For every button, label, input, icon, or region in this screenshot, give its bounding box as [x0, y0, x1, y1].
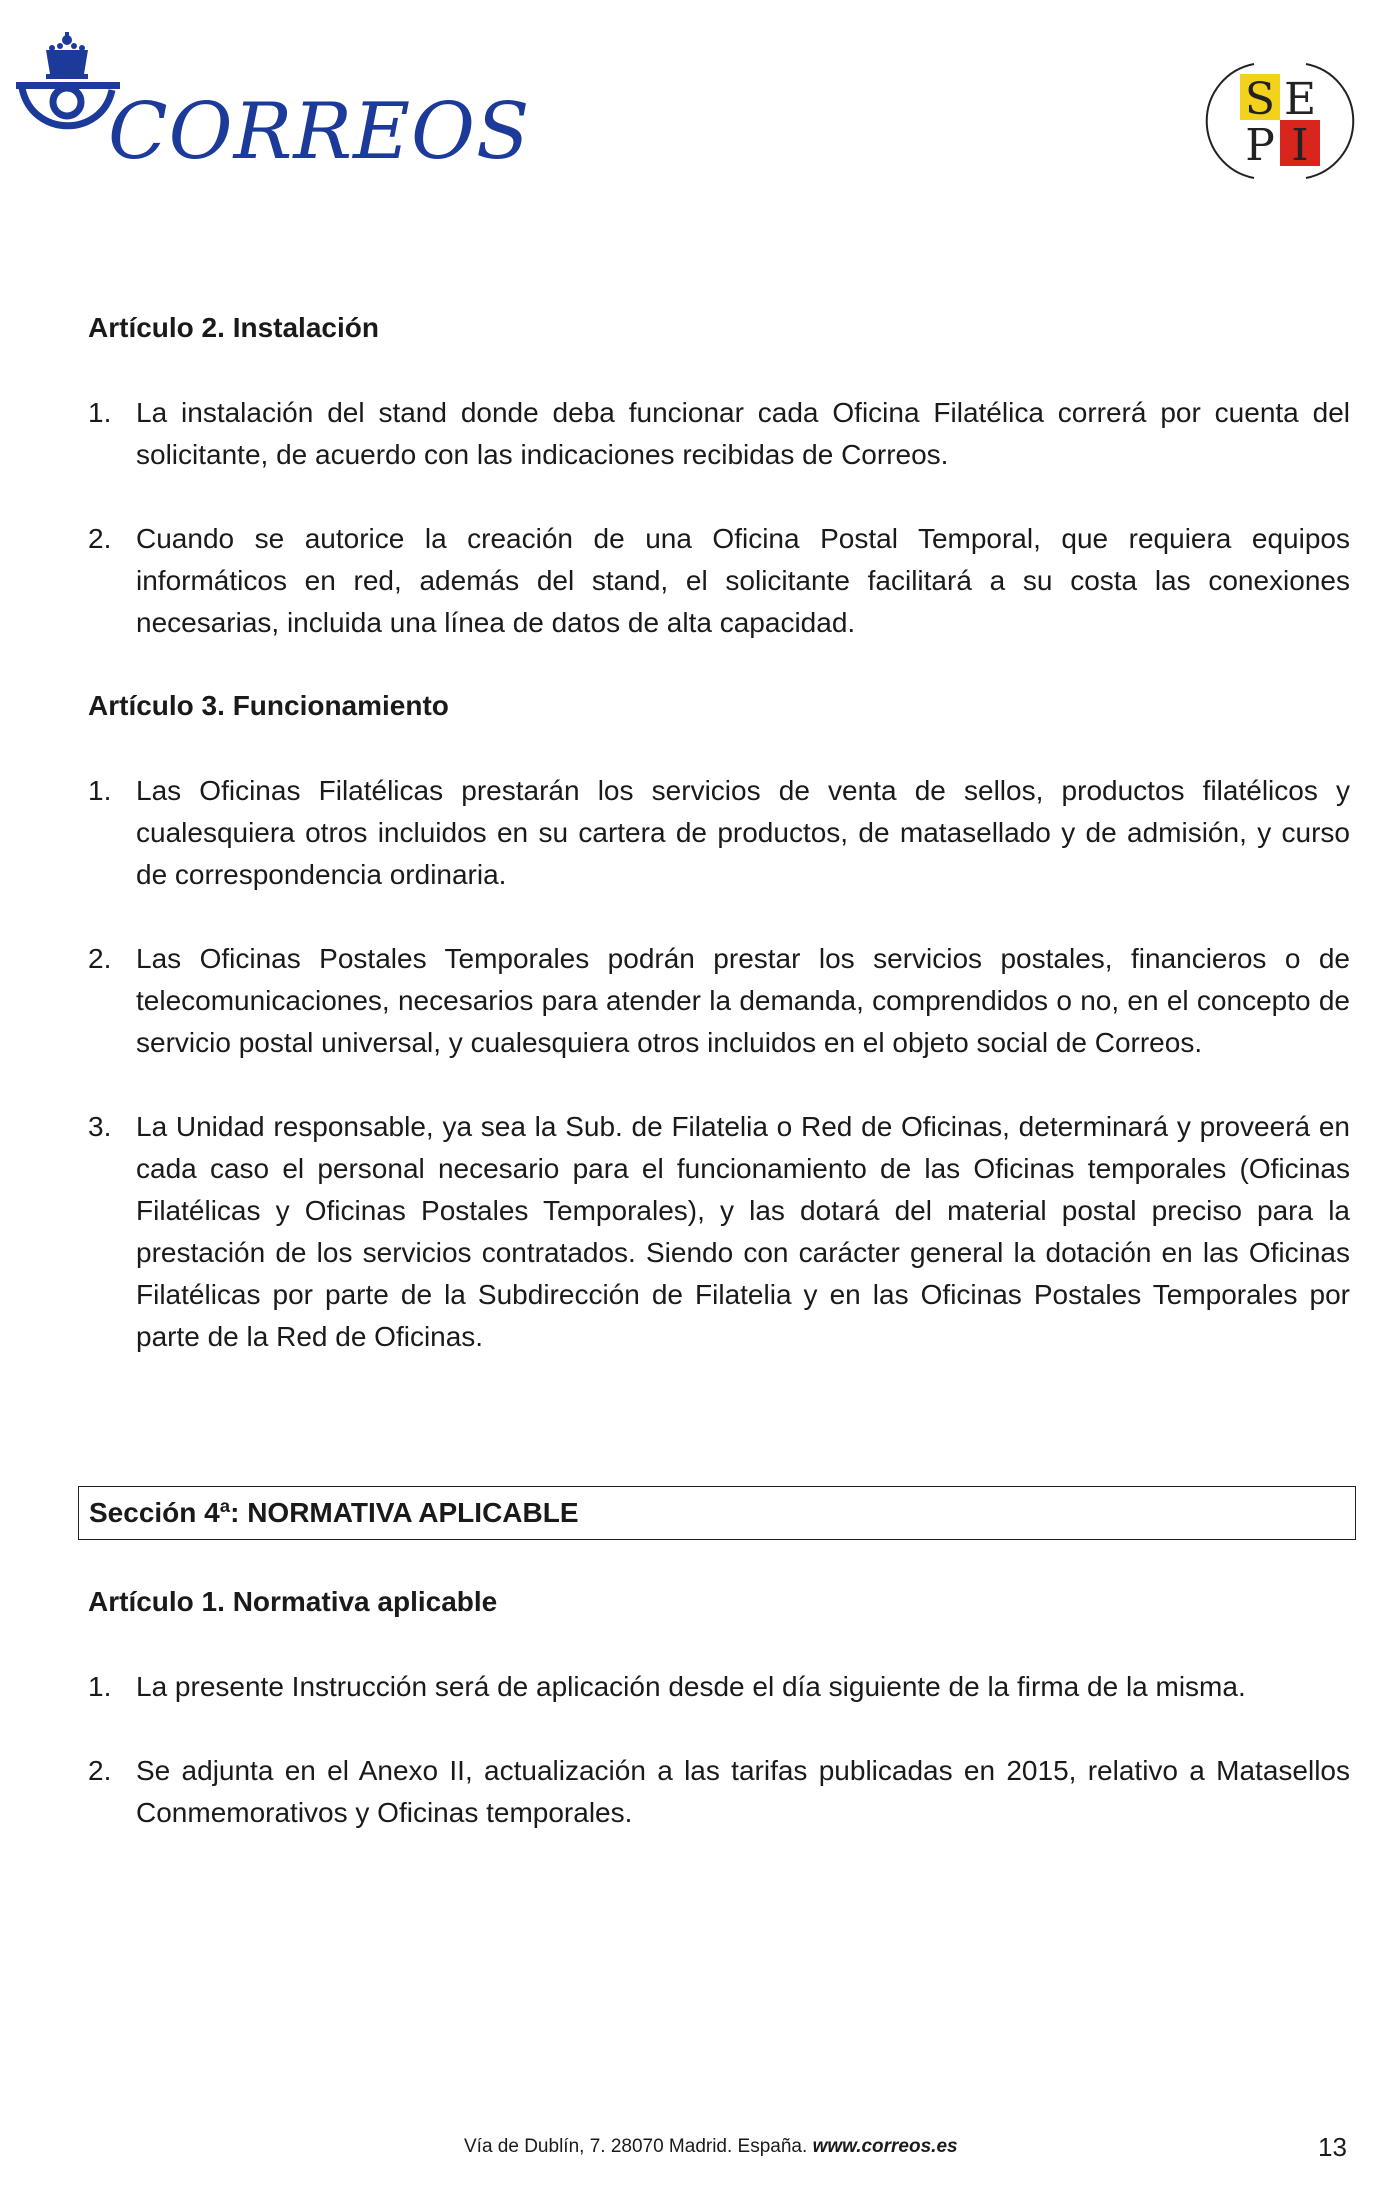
svg-text:S: S: [1244, 74, 1276, 125]
list-item: 2. Cuando se autorice la creación de una Oficina Postal Temporal, que requiera equipos informáticos en red, además del stand, el solicitante facilitará a su costa las conexiones necesarias, incluida una línea de datos de alta capacidad.: [88, 523, 1350, 638]
list-item: 2. Se adjunta en el Anexo II, actualización a las tarifas publicadas en 2015, relativo a Matasellos Conmemorativos y Oficinas temporales.: [88, 1755, 1350, 1828]
sepi-logo: [1210, 48, 1350, 188]
section-4-heading-box: [78, 1486, 1356, 1540]
svg-text:CORREOS: CORREOS: [108, 87, 531, 177]
list-item: 1. La instalación del stand donde deba funcionar cada Oficina Filatélica correrá por cuenta del solicitante, de acuerdo con las indicaciones recibidas de Correos.: [88, 397, 1350, 470]
list-item: 2. Las Oficinas Postales Temporales podrán prestar los servicios postales, financieros o de telecomunicaciones, necesarios para atender la demanda, comprendidos o no, en el concepto de servicio postal universal, y cualesquiera otros incluidos en el objeto social de Correos.: [88, 943, 1350, 1058]
article-3-heading: Artículo 3. Funcionamiento: [88, 690, 449, 721]
svg-text:E: E: [1283, 74, 1317, 125]
list-item: 1. Las Oficinas Filatélicas prestarán los servicios de venta de sellos, productos filatélicos y cualesquiera otros incluidos en su cartera de productos, de matasellado y de admisión, y curso de correspondencia ordinaria.: [88, 775, 1350, 890]
document-body: [88, 308, 1350, 1834]
footer-address: Vía de Dublín, 7. 28070 Madrid. España. www.correos.es: [464, 2136, 958, 2157]
list-item: 1. La presente Instrucción será de aplicación desde el día siguiente de la firma de la misma.: [88, 1671, 1246, 1702]
page-number: 13: [1318, 2132, 1347, 2162]
article-1-heading: Artículo 1. Normativa aplicable: [88, 1586, 498, 1617]
correos-logo: [12, 28, 531, 178]
section-4-heading: Sección 4ª: NORMATIVA APLICABLE: [89, 1497, 579, 1528]
list-item: 3. La Unidad responsable, ya sea la Sub. de Filatelia o Red de Oficinas, determinará y proveerá en cada caso el personal necesario para el funcionamiento de las Oficinas temporales (Oficinas Filatélicas y Oficinas Postales Temporales), y las dotará del material postal preciso para la prestación de los servicios contratados. Siendo con carácter general la dotación en las Oficinas Filatélicas por parte de la Subdirección de Filatelia y en las Oficinas Postales Temporales por parte de la Red de Oficinas.: [88, 1111, 1350, 1352]
article-2-heading: Artículo 2. Instalación: [88, 312, 379, 343]
crown-posthorn-icon: [12, 28, 531, 178]
svg-text:P: P: [1245, 120, 1275, 171]
svg-text:I: I: [1291, 120, 1309, 171]
website-link[interactable]: www.correos.es: [812, 2136, 958, 2157]
